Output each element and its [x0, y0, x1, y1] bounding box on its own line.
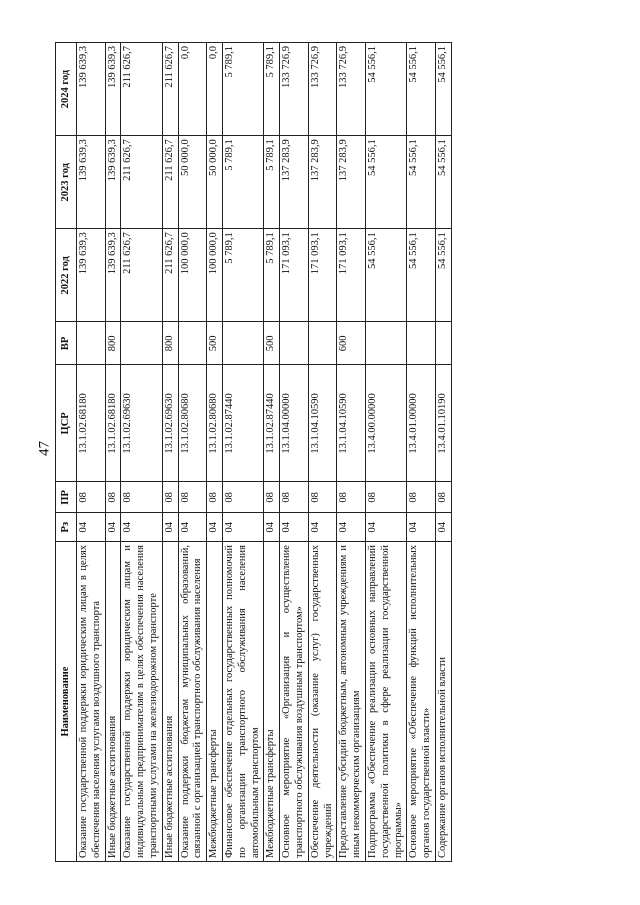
cell-name: Оказание поддержки бюджетам муниципальных образований, связанной с организацией транспортного обслуживания населения	[178, 542, 207, 862]
cell-csr: 13.1.02.87440	[264, 365, 280, 482]
cell-name: Обеспечение деятельности (оказание услуг) государственных учреждений	[308, 542, 337, 862]
header-2024: 2024 год	[56, 43, 77, 136]
cell-2024: 0,0	[178, 43, 207, 136]
table-row	[105, 43, 121, 862]
cell-pr: 08	[162, 482, 178, 513]
header-name: Наименование	[56, 542, 77, 862]
cell-vr	[365, 322, 406, 365]
header-2022: 2022 год	[56, 229, 77, 322]
cell-pr: 08	[264, 482, 280, 513]
cell-pr: 08	[308, 482, 337, 513]
cell-2022: 100 000,0	[178, 229, 207, 322]
table-row	[407, 43, 436, 862]
budget-table	[55, 42, 452, 862]
cell-rz: 04	[121, 513, 162, 542]
cell-2024: 54 556,1	[407, 43, 436, 136]
cell-name: Предоставление субсидий бюджетным, автономным учреждениям и иным некоммерческим организациям	[337, 542, 366, 862]
page-number: 47	[36, 441, 53, 456]
table-row	[280, 43, 309, 862]
cell-pr: 08	[121, 482, 162, 513]
table-row	[207, 43, 223, 862]
cell-2023: 50 000,0	[178, 136, 207, 229]
cell-name: Подпрограмма «Обеспечение реализации основных направлений государственной политики в сфере реализации государственной программы»	[365, 542, 406, 862]
cell-2022: 5 789,1	[264, 229, 280, 322]
table-row	[264, 43, 280, 862]
cell-csr: 13.4.01.00000	[407, 365, 436, 482]
cell-2022: 54 556,1	[407, 229, 436, 322]
table-row	[178, 43, 207, 862]
cell-2022: 139 639,3	[105, 229, 121, 322]
cell-name: Финансовое обеспечение отдельных государственных полномочий по организации транспортного обслуживания населения автомобильным транспортом	[222, 542, 263, 862]
header-pr: ПР	[56, 482, 77, 513]
table-row	[365, 43, 406, 862]
cell-vr: 600	[337, 322, 366, 365]
cell-name: Иные бюджетные ассигнования	[105, 542, 121, 862]
cell-2022: 100 000,0	[207, 229, 223, 322]
cell-2023: 211 626,7	[121, 136, 162, 229]
table-row	[222, 43, 263, 862]
cell-vr	[77, 322, 106, 365]
cell-rz: 04	[435, 513, 451, 542]
table-row	[162, 43, 178, 862]
table-row	[337, 43, 366, 862]
table-row	[435, 43, 451, 862]
cell-name: Межбюджетные трансферты	[264, 542, 280, 862]
cell-name: Межбюджетные трансферты	[207, 542, 223, 862]
cell-2024: 54 556,1	[365, 43, 406, 136]
cell-2022: 5 789,1	[222, 229, 263, 322]
cell-vr: 800	[105, 322, 121, 365]
cell-rz: 04	[407, 513, 436, 542]
cell-2022: 211 626,7	[162, 229, 178, 322]
cell-2023: 5 789,1	[264, 136, 280, 229]
cell-2023: 5 789,1	[222, 136, 263, 229]
cell-csr: 13.1.02.87440	[222, 365, 263, 482]
cell-2024: 54 556,1	[435, 43, 451, 136]
cell-vr	[435, 322, 451, 365]
cell-pr: 08	[207, 482, 223, 513]
cell-pr: 08	[407, 482, 436, 513]
header-rz: Рз	[56, 513, 77, 542]
cell-2024: 5 789,1	[222, 43, 263, 136]
cell-2023: 139 639,3	[105, 136, 121, 229]
cell-name: Иные бюджетные ассигнования	[162, 542, 178, 862]
table-row	[77, 43, 106, 862]
cell-rz: 04	[264, 513, 280, 542]
cell-rz: 04	[337, 513, 366, 542]
cell-csr: 13.1.02.69630	[162, 365, 178, 482]
cell-2022: 171 093,1	[337, 229, 366, 322]
cell-rz: 04	[365, 513, 406, 542]
cell-2024: 5 789,1	[264, 43, 280, 136]
cell-pr: 08	[77, 482, 106, 513]
cell-csr: 13.1.04.10590	[308, 365, 337, 482]
cell-2022: 54 556,1	[435, 229, 451, 322]
cell-pr: 08	[280, 482, 309, 513]
cell-2024: 211 626,7	[121, 43, 162, 136]
cell-2023: 54 556,1	[435, 136, 451, 229]
cell-csr: 13.1.02.69630	[121, 365, 162, 482]
cell-pr: 08	[222, 482, 263, 513]
cell-csr: 13.1.02.80680	[178, 365, 207, 482]
cell-csr: 13.1.02.68180	[77, 365, 106, 482]
cell-2024: 139 639,3	[77, 43, 106, 136]
cell-vr	[178, 322, 207, 365]
cell-2022: 139 639,3	[77, 229, 106, 322]
cell-vr	[308, 322, 337, 365]
cell-2024: 211 626,7	[162, 43, 178, 136]
cell-vr	[280, 322, 309, 365]
cell-pr: 08	[337, 482, 366, 513]
cell-vr: 800	[162, 322, 178, 365]
cell-2024: 139 639,3	[105, 43, 121, 136]
cell-rz: 04	[222, 513, 263, 542]
cell-name: Оказание государственной поддержки юридическим лицам и индивидуальным предпринимателям в целях обеспечения населения транспортными услугами на железнодорожном транспорте	[121, 542, 162, 862]
cell-2024: 133 726,9	[337, 43, 366, 136]
cell-rz: 04	[105, 513, 121, 542]
header-csr: ЦСР	[56, 365, 77, 482]
cell-csr: 13.1.04.00000	[280, 365, 309, 482]
header-vr: ВР	[56, 322, 77, 365]
cell-pr: 08	[435, 482, 451, 513]
cell-rz: 04	[280, 513, 309, 542]
cell-2024: 133 726,9	[308, 43, 337, 136]
cell-rz: 04	[207, 513, 223, 542]
cell-2023: 54 556,1	[407, 136, 436, 229]
cell-2023: 137 283,9	[308, 136, 337, 229]
cell-2023: 137 283,9	[337, 136, 366, 229]
cell-pr: 08	[178, 482, 207, 513]
cell-name: Оказание государственной поддержки юридическим лицам в целях обеспечения населения услугами воздушного транспорта	[77, 542, 106, 862]
cell-2024: 133 726,9	[280, 43, 309, 136]
cell-pr: 08	[365, 482, 406, 513]
cell-vr: 500	[207, 322, 223, 365]
cell-2023: 211 626,7	[162, 136, 178, 229]
table-header-row	[56, 43, 77, 862]
cell-csr: 13.1.02.68180	[105, 365, 121, 482]
cell-csr: 13.4.00.00000	[365, 365, 406, 482]
cell-name: Содержание органов исполнительной власти	[435, 542, 451, 862]
cell-vr	[222, 322, 263, 365]
table-row	[308, 43, 337, 862]
header-2023: 2023 год	[56, 136, 77, 229]
cell-2023: 50 000,0	[207, 136, 223, 229]
cell-2024: 0,0	[207, 43, 223, 136]
cell-pr: 08	[105, 482, 121, 513]
table-body	[77, 43, 452, 862]
cell-csr: 13.1.04.10590	[337, 365, 366, 482]
cell-vr	[407, 322, 436, 365]
cell-vr: 500	[264, 322, 280, 365]
cell-2022: 171 093,1	[308, 229, 337, 322]
cell-csr: 13.4.01.10190	[435, 365, 451, 482]
cell-2023: 139 639,3	[77, 136, 106, 229]
cell-name: Основное мероприятие «Обеспечение функций исполнительных органов государственной власти»	[407, 542, 436, 862]
rotated-page-content	[55, 42, 585, 862]
cell-2022: 211 626,7	[121, 229, 162, 322]
cell-2023: 137 283,9	[280, 136, 309, 229]
cell-name: Основное мероприятие «Организация и осуществление транспортного обслуживания воздушным транспортом»	[280, 542, 309, 862]
cell-2023: 54 556,1	[365, 136, 406, 229]
cell-2022: 54 556,1	[365, 229, 406, 322]
cell-2022: 171 093,1	[280, 229, 309, 322]
cell-csr: 13.1.02.80680	[207, 365, 223, 482]
cell-vr	[121, 322, 162, 365]
cell-rz: 04	[178, 513, 207, 542]
table-row	[121, 43, 162, 862]
cell-rz: 04	[308, 513, 337, 542]
cell-rz: 04	[77, 513, 106, 542]
cell-rz: 04	[162, 513, 178, 542]
